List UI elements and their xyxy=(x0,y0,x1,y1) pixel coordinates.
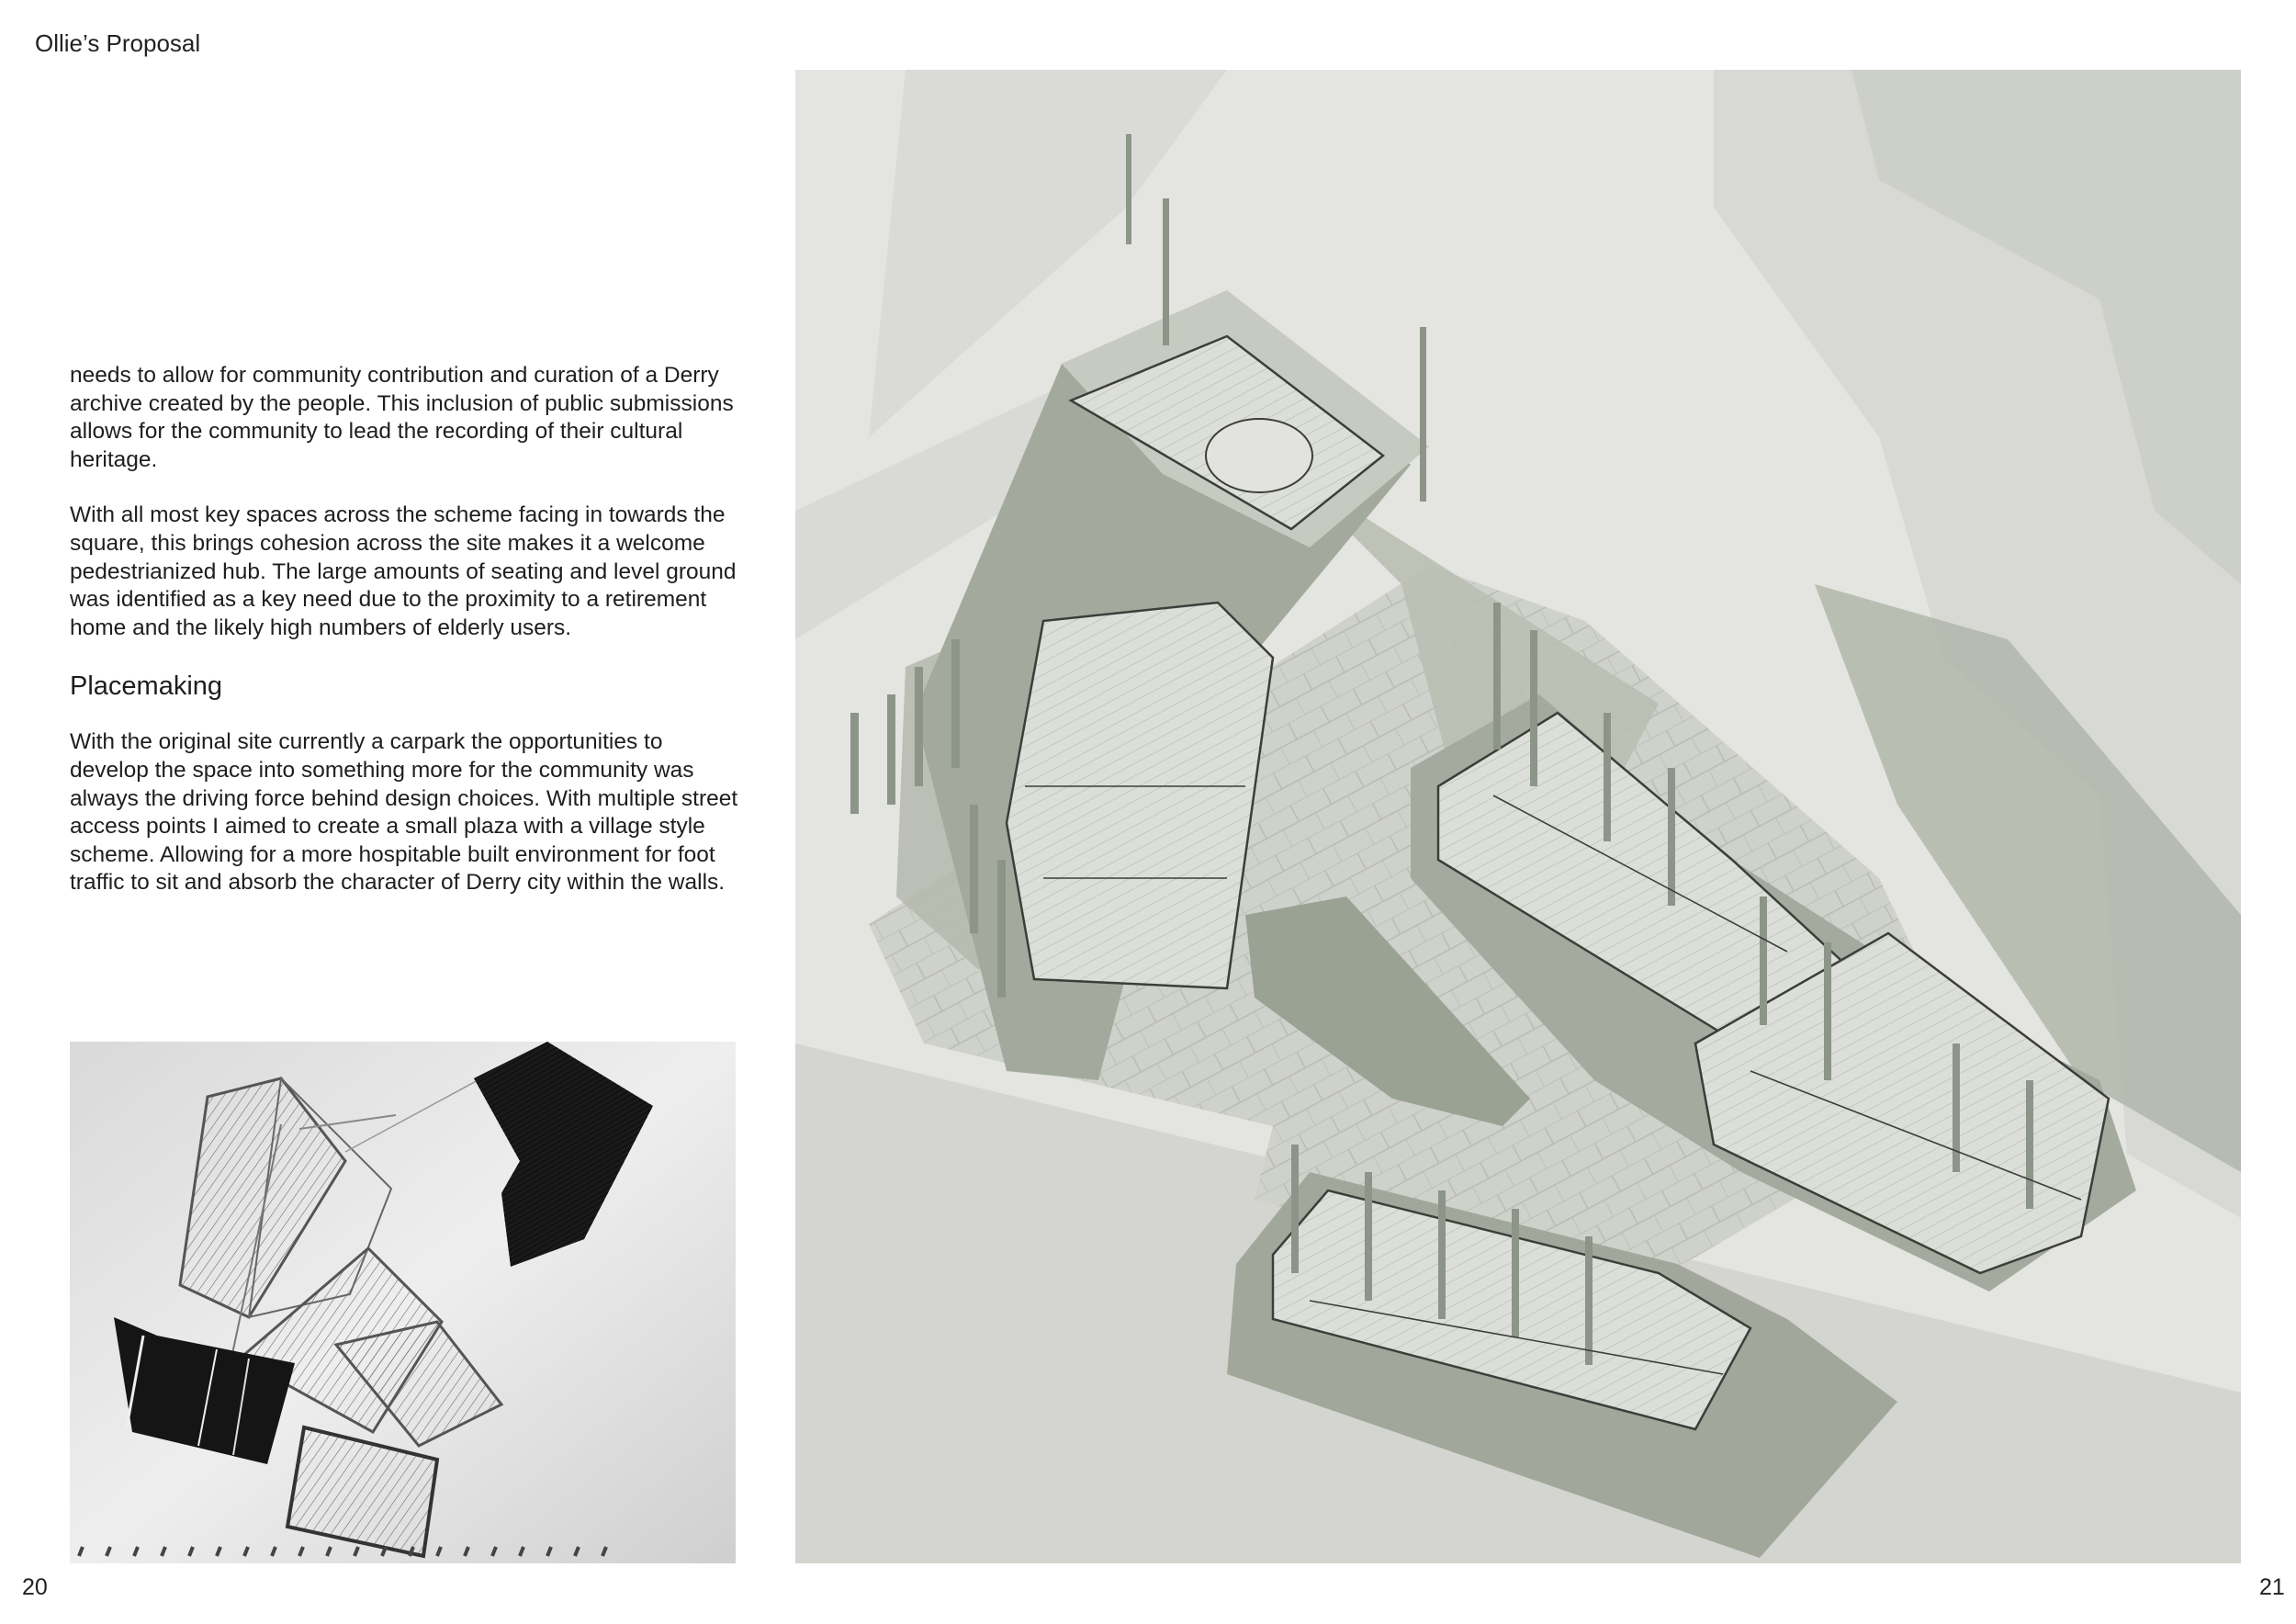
page-number-right: 21 xyxy=(2259,1574,2285,1600)
concept-sketch-image xyxy=(70,1042,736,1563)
axonometric-drawing xyxy=(795,70,2241,1563)
page-number-left: 20 xyxy=(22,1574,48,1600)
paragraph-community-archive: needs to allow for community contribution and curation of a Derry archive created by the people. This inclusion of public submissions allows for the community to lead the recording of their cultural heritage. xyxy=(70,363,734,472)
paragraph-key-spaces: With all most key spaces across the scheme facing in towards the square, this brings cohesion across the site makes it a welcome pedestrianized hub. The large amounts of seating and level ground was identified as a key need due to the proximity to a retirement home and the likely high numbers of elderly users. xyxy=(70,502,737,640)
paragraph-placemaking: With the original site currently a carpark the opportunities to develop the space into something more for the community was always the driving force behind design choices. With multiple street access points I aimed to create a small plaza with a village style scheme. Allowing for a more hospitable built environment for foot traffic to sit and absorb the character of Derry city within the walls. xyxy=(70,729,738,896)
document-header: Ollie’s Proposal xyxy=(35,29,201,57)
section-heading-placemaking: Placemaking xyxy=(70,671,223,702)
body-text xyxy=(70,362,745,925)
